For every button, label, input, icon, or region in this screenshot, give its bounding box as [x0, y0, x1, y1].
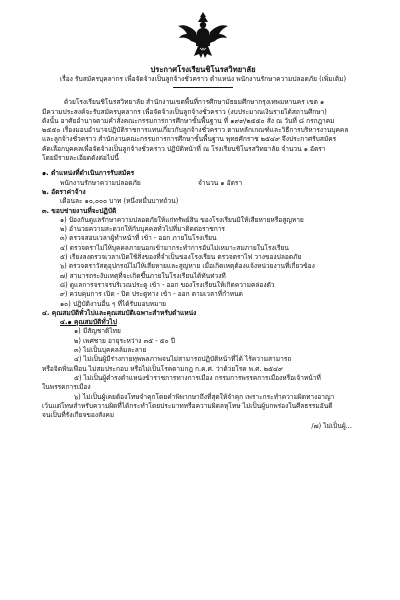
position-row — [42, 179, 364, 188]
title-divider — [173, 87, 233, 88]
announcement-title: ประกาศโรงเรียนชิโนรสวิทยาลัย — [150, 65, 256, 74]
qualification-item: ๓) ไม่เป็นบุคคลล้มละลาย — [74, 346, 147, 355]
section-3-heading: ๓. ขอบข่ายงานที่จะปฏิบัติ — [42, 206, 117, 215]
intro-line: โดยมีรายละเอียดดังต่อไปนี้ — [42, 154, 119, 163]
duty-item: ๗) สามารถระงับเหตุที่จะเกิดขึ้นภายในโรงเรียนได้ทันท่วงที — [60, 271, 226, 280]
duty-item: ๑๐) ปฏิบัติงานอื่น ๆ ที่ได้รับมอบหมาย — [60, 299, 167, 308]
intro-line: และลูกจ้างชั่วคราว สำนักงานคณะกรรมการการศึกษาขั้นพื้นฐาน พุทธศักราช ๒๕๔๙ จึงประกาศรับสมัคร — [42, 135, 337, 144]
announcement-subject: เรื่อง รับสมัครบุคลากร เพื่อจัดจ้างเป็นลูกจ้างชั่วคราว ตำแหน่ง พนักงานรักษาความปลอดภัย (เพิ่มเติม) — [59, 75, 347, 83]
section-1-heading: ๑. ตำแหน่งที่ดำเนินการรับสมัคร — [42, 169, 135, 178]
intro-line: ๒๕๕๐ เรื่องมอบอำนาจปฏิบัติราชการแทนเกี่ยวกับลูกจ้างชั่วคราว ตามหลักเกณฑ์และวิธีการบริหารงานบุคคล — [42, 126, 349, 135]
qualification-item-cont: ในพรรคการเมือง — [42, 383, 91, 392]
duty-item: ๖) ตรวจตราวัสดุอุปกรณ์ไม่ให้เสียหายและสูญหาย เมื่อเกิดเหตุต้องแจ้งหน่วยงานที่เกี่ยวข้อง — [60, 262, 315, 271]
qualification-item: ๒) เพศชาย อายุระหว่าง ๓๕ - ๕๐ ปี — [74, 336, 175, 345]
duty-item: ๓) ตรวจสอบเวลาผู้ทำหน้าที่ เข้า - ออก ภายในโรงเรียน — [60, 234, 217, 243]
garuda-emblem-icon — [176, 10, 230, 60]
continuation-marker: /๗) ไม่เป็นผู้... — [311, 422, 352, 431]
section-4-heading: ๔. คุณสมบัติทั่วไปและคุณสมบัติเฉพาะสำหรับตำแหน่ง — [42, 308, 197, 317]
duty-item: ๘) ดูแลการจราจรบริเวณประตู เข้า - ออก ของโรงเรียนให้เกิดความคล่องตัว — [60, 280, 275, 289]
qualification-item: ๔) ไม่เป็นผู้มีร่างกายทุพพลภาพจนไม่สามารถปฏิบัติหน้าที่ได้ ไร้ความสามารถ — [74, 355, 292, 364]
section-4-1-heading: ๔.๑ คุณสมบัติทั่วไป — [60, 318, 117, 327]
qualification-item: ๖) ไม่เป็นผู้เคยต้องโทษจำคุกโดยคำพิพากษาถึงที่สุดให้จำคุก เพราะกระทำความผิดทางอาญา — [74, 392, 335, 401]
duty-item: ๕) เรียงลงตรวจเวลาเปิดใช้สิ่งของที่จำเป็นของโรงเรียน ตรวจตราไฟ วางของปลอดภัย — [60, 253, 302, 262]
qualification-item: ๑) มีสัญชาติไทย — [74, 327, 121, 336]
qualification-item-cont: จนเป็นที่รังเกียจของสังคม — [42, 411, 115, 420]
position-name: พนักงานรักษาความปลอดภัย — [60, 178, 141, 187]
duty-item: ๔) ตรวจตราไม่ให้บุคคลภายนอกเข้ามากระทำการอันไม่เหมาะสมภายในโรงเรียน — [60, 243, 289, 252]
duty-item: ๑) ป้องกันดูแลรักษาความปลอดภัยให้แก่ทรัพย์สิน ของโรงเรียนมิให้เสียหายหรือสูญหาย — [60, 215, 304, 224]
section-2-heading: ๒. อัตราค่าจ้าง — [42, 187, 86, 196]
wage-value: เดือนละ ๑๐,๐๐๐ บาท (หนึ่งหมื่นบาทถ้วน) — [60, 197, 179, 206]
qualification-item-cont: หรือจิตฟั่นเฟือน ไม่สมประกอบ หรือไม่เป็นโรคตามกฎ ก.ค.ศ. ว่าด้วยโรค พ.ศ. ๒๕๔๙ — [42, 364, 283, 373]
duty-item: ๙) ควบคุมการ เปิด - ปิด ประตูทาง เข้า - ออก ตามเวลาที่กำหนด — [60, 290, 243, 299]
intro-line: ดังนั้น อาศัยอำนาจตามคำสั่งคณะกรรมการการศึกษาขั้นพื้นฐาน ที่ ๑๙๙/๒๕๕๐ สั่ง ณ วันที่ ๘ กรกฎาคม — [42, 116, 335, 125]
position-count: จำนวน ๑ อัตรา — [198, 178, 243, 187]
intro-line: คัดเลือกบุคคลเพื่อจัดจ้างเป็นลูกจ้างชั่วคราว ปฏิบัติหน้าที่ ณ โรงเรียนชิโนรสวิทยาลัย จำนวน ๑ อัตรา — [42, 144, 326, 153]
qualification-item-cont: เว้นแต่โทษสำหรับความผิดที่ได้กระทำโดยประมาทหรือความผิดลหุโทษ ไม่เป็นผู้บกพร่องในศีลธรรมอันดี — [42, 401, 333, 410]
intro-line: ด้วยโรงเรียนชิโนรสวิทยาลัย สำนักงานเขตพื้นที่การศึกษามัธยมศึกษากรุงเทพมหานคร เขต ๑ — [64, 98, 325, 107]
duty-item: ๒) อำนวยความสะดวกให้กับบุคคลทั่วไปที่มาติดต่อราชการ — [60, 225, 225, 234]
intro-line: มีความประสงค์จะรับสมัครบุคลากร เพื่อจัดจ้างเป็นลูกจ้างชั่วคราว (งบประมาณเงินรายได้สถานศึกษา) — [42, 107, 327, 116]
qualification-item: ๕) ไม่เป็นผู้ดำรงตำแหน่งข้าราชการทางการเมือง กรรมการพรรคการเมืองหรือเจ้าหน้าที่ — [74, 373, 321, 382]
